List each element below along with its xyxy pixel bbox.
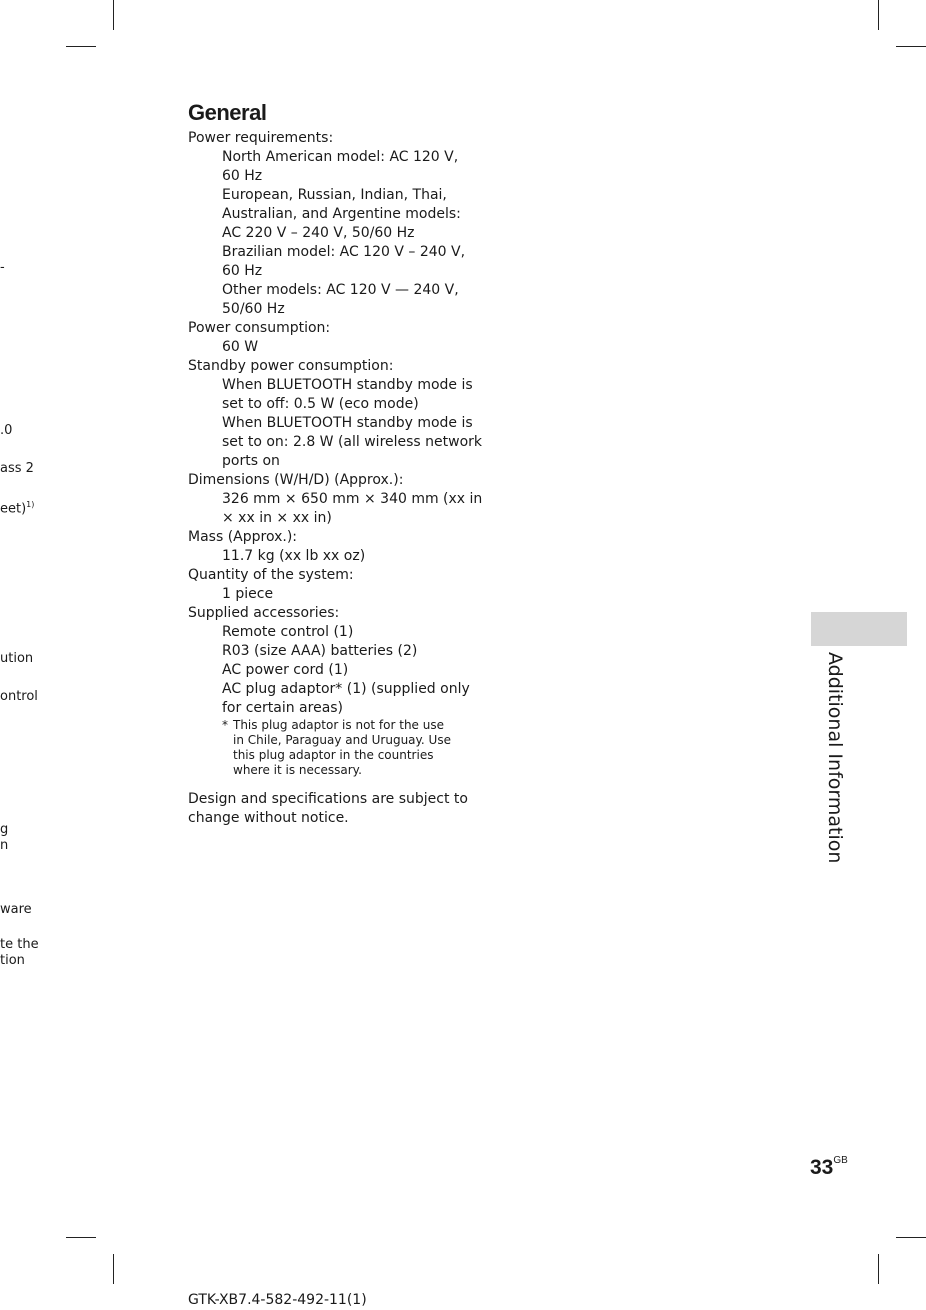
- spec-line: AC plug adaptor* (1) (supplied only: [222, 681, 470, 697]
- note-line: in Chile, Paraguay and Uruguay. Use: [233, 733, 451, 747]
- spec-line: Remote control (1): [222, 624, 354, 640]
- footnote-ref: 1): [26, 500, 35, 509]
- spill-text: tion: [0, 953, 25, 968]
- spill-text: ass 2: [0, 461, 34, 476]
- spec-line: When BLUETOOTH standby mode is: [222, 377, 473, 393]
- page-number: [810, 1156, 848, 1180]
- general-specifications: [188, 100, 488, 828]
- spec-line: Other models: AC 120 V — 240 V,: [222, 282, 459, 298]
- spill-text: ontrol: [0, 689, 38, 704]
- document-code: GTK-XB7.4-582-492-11(1): [188, 1292, 367, 1308]
- plug-adaptor-note: [222, 718, 488, 778]
- spill-text: g: [0, 822, 9, 837]
- spill-text: -: [0, 260, 5, 275]
- crop-mark: [878, 1254, 879, 1284]
- power-requirements-label: Power requirements:: [188, 130, 334, 146]
- page-number-suffix: GB: [833, 1155, 848, 1166]
- spec-line: When BLUETOOTH standby mode is: [222, 415, 473, 431]
- closing-line: Design and specifications are subject to: [188, 791, 468, 807]
- note-line: This plug adaptor is not for the use: [233, 718, 444, 732]
- closing-line: change without notice.: [188, 810, 349, 826]
- spill-text: ware: [0, 902, 32, 917]
- crop-mark: [66, 46, 96, 47]
- mass-label: Mass (Approx.):: [188, 529, 298, 545]
- crop-mark: [113, 0, 114, 30]
- spec-line: for certain areas): [222, 700, 344, 716]
- spec-line: 1 piece: [222, 586, 274, 602]
- power-consumption-label: Power consumption:: [188, 320, 331, 336]
- spill-text: .0: [0, 423, 13, 438]
- spec-line: AC power cord (1): [222, 662, 349, 678]
- spill-text: te the: [0, 937, 39, 952]
- spill-text: n: [0, 838, 9, 853]
- spec-line: 50/60 Hz: [222, 301, 285, 317]
- spec-line: 60 Hz: [222, 263, 263, 279]
- spill-text: [0, 497, 34, 517]
- section-tab-marker: [811, 612, 907, 646]
- side-section-title: Additional Information: [824, 652, 846, 864]
- spec-line: × xx in × xx in): [222, 510, 332, 526]
- crop-mark: [113, 1254, 114, 1284]
- dimensions-label: Dimensions (W/H/D) (Approx.):: [188, 472, 404, 488]
- spec-line: set to on: 2.8 W (all wireless network: [222, 434, 483, 450]
- spec-line: 60 Hz: [222, 168, 263, 184]
- page-number-value: 33: [810, 1156, 834, 1179]
- crop-mark: [66, 1237, 96, 1238]
- spill-text-main: eet): [0, 501, 27, 517]
- section-title: General: [188, 100, 267, 125]
- spec-line: 11.7 kg (xx lb xx oz): [222, 548, 366, 564]
- spec-line: Australian, and Argentine models:: [222, 206, 461, 222]
- note-asterisk: *: [222, 718, 228, 732]
- note-line: this plug adaptor in the countries: [233, 748, 434, 762]
- spec-line: ports on: [222, 453, 280, 469]
- quantity-label: Quantity of the system:: [188, 567, 354, 583]
- spec-line: North American model: AC 120 V,: [222, 149, 459, 165]
- spec-line: Brazilian model: AC 120 V – 240 V,: [222, 244, 466, 260]
- crop-mark: [896, 1237, 926, 1238]
- spec-line: AC 220 V – 240 V, 50/60 Hz: [222, 225, 415, 241]
- spec-line: 326 mm × 650 mm × 340 mm (xx in: [222, 491, 483, 507]
- crop-mark: [878, 0, 879, 30]
- crop-mark: [896, 46, 926, 47]
- accessories-label: Supplied accessories:: [188, 605, 340, 621]
- spec-line: set to off: 0.5 W (eco mode): [222, 396, 419, 412]
- spec-line: 60 W: [222, 339, 259, 355]
- standby-power-label: Standby power consumption:: [188, 358, 394, 374]
- spill-text: ution: [0, 651, 34, 666]
- note-line: where it is necessary.: [233, 763, 362, 777]
- spec-line: R03 (size AAA) batteries (2): [222, 643, 418, 659]
- spec-line: European, Russian, Indian, Thai,: [222, 187, 447, 203]
- closing-note: [188, 790, 488, 828]
